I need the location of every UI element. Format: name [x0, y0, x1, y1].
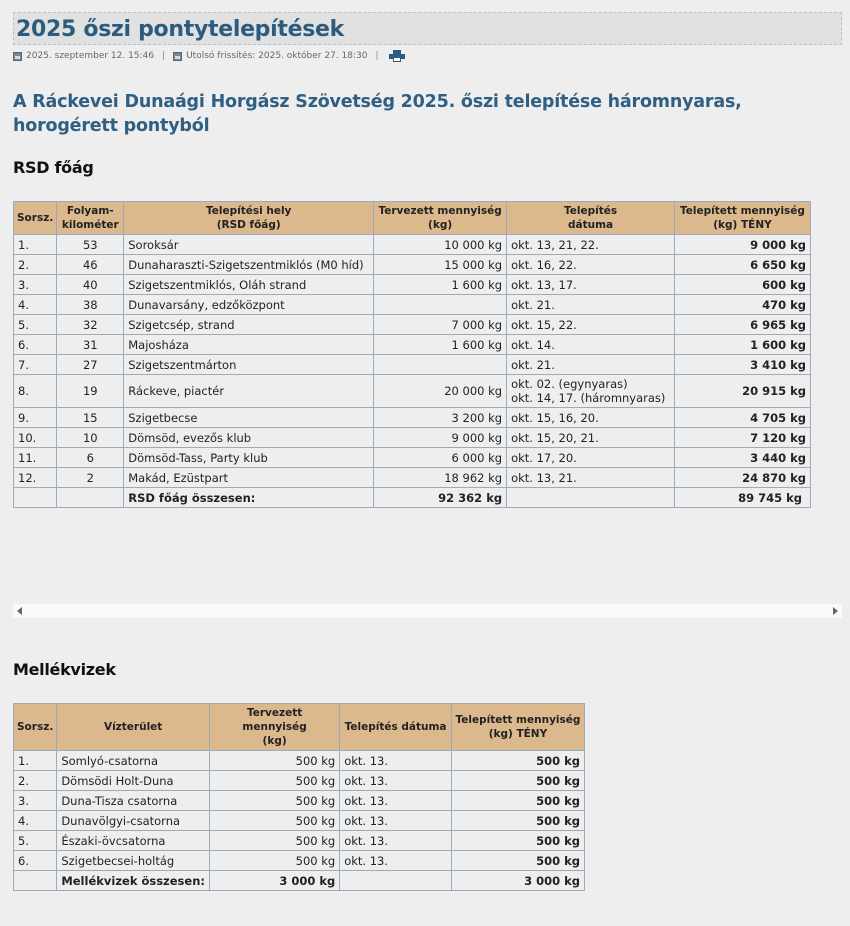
- cell-no: 10.: [14, 428, 57, 448]
- table-row: [14, 751, 585, 771]
- column-header: Telepített mennyiség (kg) TÉNY: [451, 704, 584, 751]
- total-planned: 92 362 kg: [374, 488, 507, 508]
- article-meta: [13, 50, 405, 62]
- table-header-row: [14, 202, 811, 235]
- meta-separator: |: [162, 51, 166, 61]
- cell-empty: [340, 871, 452, 891]
- cell-water: Duna-Tisza csatorna: [57, 791, 210, 811]
- cell-no: 6.: [14, 851, 57, 871]
- cell-km: 40: [57, 275, 124, 295]
- cell-planned: 500 kg: [209, 851, 339, 871]
- cell-no: 8.: [14, 375, 57, 408]
- cell-actual: 500 kg: [451, 851, 584, 871]
- cell-no: 2.: [14, 771, 57, 791]
- cell-no: 4.: [14, 811, 57, 831]
- cell-planned: 500 kg: [209, 791, 339, 811]
- column-header: Sorsz.: [14, 202, 57, 235]
- cell-place: Szigetszentmárton: [124, 355, 374, 375]
- cell-empty: [507, 488, 675, 508]
- table-row: [14, 791, 585, 811]
- meta-separator: |: [375, 51, 379, 61]
- column-header: Folyam- kilométer: [57, 202, 124, 235]
- table-row: [14, 468, 811, 488]
- table-row: [14, 428, 811, 448]
- cell-actual: 1 600 kg: [674, 335, 810, 355]
- cell-no: 11.: [14, 448, 57, 468]
- cell-date: okt. 13.: [340, 851, 452, 871]
- cell-place: Soroksár: [124, 235, 374, 255]
- cell-date: okt. 13.: [340, 791, 452, 811]
- cell-planned: [374, 355, 507, 375]
- total-label: Mellékvizek összesen:: [57, 871, 210, 891]
- cell-planned: 18 962 kg: [374, 468, 507, 488]
- cell-actual: 3 410 kg: [674, 355, 810, 375]
- cell-no: 4.: [14, 295, 57, 315]
- cell-km: 15: [57, 408, 124, 428]
- page-title-box: [13, 12, 842, 45]
- table-row: [14, 811, 585, 831]
- cell-date: okt. 15, 16, 20.: [507, 408, 675, 428]
- cell-actual: 6 650 kg: [674, 255, 810, 275]
- cell-date: okt. 13.: [340, 831, 452, 851]
- column-header: Tervezett mennyiség (kg): [374, 202, 507, 235]
- printer-icon[interactable]: [389, 50, 405, 62]
- cell-place: Szigetcsép, strand: [124, 315, 374, 335]
- cell-km: 27: [57, 355, 124, 375]
- cell-km: 38: [57, 295, 124, 315]
- cell-date: okt. 13, 21, 22.: [507, 235, 675, 255]
- table-row: [14, 831, 585, 851]
- table-row: [14, 448, 811, 468]
- cell-planned: 1 600 kg: [374, 335, 507, 355]
- cell-km: 19: [57, 375, 124, 408]
- cell-date: okt. 21.: [507, 355, 675, 375]
- cell-actual: 500 kg: [451, 811, 584, 831]
- cell-no: 3.: [14, 275, 57, 295]
- cell-km: 46: [57, 255, 124, 275]
- cell-empty: [14, 871, 57, 891]
- cell-km: 10: [57, 428, 124, 448]
- cell-actual: 7 120 kg: [674, 428, 810, 448]
- cell-km: 53: [57, 235, 124, 255]
- cell-date: okt. 21.: [507, 295, 675, 315]
- table-row: [14, 235, 811, 255]
- cell-water: Dunavölgyi-csatorna: [57, 811, 210, 831]
- cell-no: 7.: [14, 355, 57, 375]
- table-row: [14, 295, 811, 315]
- cell-place: Dömsöd-Tass, Party klub: [124, 448, 374, 468]
- cell-planned: 7 000 kg: [374, 315, 507, 335]
- cell-place: Dunaharaszti-Szigetszentmiklós (M0 híd): [124, 255, 374, 275]
- cell-actual: 24 870 kg: [674, 468, 810, 488]
- table-total-row: [14, 488, 811, 508]
- cell-actual: 9 000 kg: [674, 235, 810, 255]
- cell-planned: 15 000 kg: [374, 255, 507, 275]
- cell-actual: 500 kg: [451, 751, 584, 771]
- page-title: 2025 őszi pontytelepítések: [16, 17, 344, 42]
- table-row: [14, 408, 811, 428]
- cell-planned: [374, 295, 507, 315]
- column-header: Telepítési hely (RSD főág): [124, 202, 374, 235]
- horizontal-scrollbar[interactable]: [13, 604, 842, 618]
- cell-date: okt. 15, 22.: [507, 315, 675, 335]
- cell-place: Szigetszentmiklós, Oláh strand: [124, 275, 374, 295]
- table-row: [14, 355, 811, 375]
- table-header-row: [14, 704, 585, 751]
- cell-date: okt. 02. (egynyaras) okt. 14, 17. (háromnyaras): [507, 375, 675, 408]
- cell-place: Dömsöd, evezős klub: [124, 428, 374, 448]
- side-waters-table: [13, 703, 585, 891]
- table-row: [14, 375, 811, 408]
- main-stocking-table: [13, 201, 811, 508]
- cell-no: 2.: [14, 255, 57, 275]
- table-row: [14, 851, 585, 871]
- cell-actual: 470 kg: [674, 295, 810, 315]
- cell-water: Szigetbecsei-holtág: [57, 851, 210, 871]
- section-heading-side: Mellékvizek: [13, 660, 116, 679]
- column-header: Tervezett mennyiség (kg): [209, 704, 339, 751]
- cell-date: okt. 16, 22.: [507, 255, 675, 275]
- cell-km: 6: [57, 448, 124, 468]
- cell-place: Makád, Ezüstpart: [124, 468, 374, 488]
- cell-actual: 3 440 kg: [674, 448, 810, 468]
- calendar-icon: [13, 52, 22, 61]
- table-row: [14, 315, 811, 335]
- cell-km: 2: [57, 468, 124, 488]
- calendar-icon: [173, 52, 182, 61]
- column-header: Telepítés dátuma: [340, 704, 452, 751]
- created-date: 2025. szeptember 12. 15:46: [26, 51, 155, 61]
- cell-planned: 500 kg: [209, 751, 339, 771]
- table-row: [14, 771, 585, 791]
- cell-no: 12.: [14, 468, 57, 488]
- cell-water: Északi-övcsatorna: [57, 831, 210, 851]
- cell-no: 9.: [14, 408, 57, 428]
- cell-planned: 6 000 kg: [374, 448, 507, 468]
- cell-no: 1.: [14, 235, 57, 255]
- cell-no: 5.: [14, 831, 57, 851]
- cell-actual: 600 kg: [674, 275, 810, 295]
- cell-actual: 20 915 kg: [674, 375, 810, 408]
- cell-planned: 1 600 kg: [374, 275, 507, 295]
- cell-place: Dunavarsány, edzőközpont: [124, 295, 374, 315]
- arrow-right-icon[interactable]: [833, 607, 838, 615]
- cell-planned: 500 kg: [209, 831, 339, 851]
- cell-place: Szigetbecse: [124, 408, 374, 428]
- column-header: Vízterület: [57, 704, 210, 751]
- table-total-row: [14, 871, 585, 891]
- column-header: Telepítés dátuma: [507, 202, 675, 235]
- cell-date: okt. 13, 17.: [507, 275, 675, 295]
- cell-actual: 500 kg: [451, 831, 584, 851]
- cell-km: 31: [57, 335, 124, 355]
- table-row: [14, 255, 811, 275]
- cell-planned: 9 000 kg: [374, 428, 507, 448]
- cell-no: 6.: [14, 335, 57, 355]
- cell-date: okt. 13, 21.: [507, 468, 675, 488]
- total-planned: 3 000 kg: [209, 871, 339, 891]
- cell-planned: 500 kg: [209, 771, 339, 791]
- cell-place: Majosháza: [124, 335, 374, 355]
- cell-planned: 10 000 kg: [374, 235, 507, 255]
- cell-planned: 20 000 kg: [374, 375, 507, 408]
- section-heading-main: RSD főág: [13, 158, 94, 177]
- cell-date: okt. 14.: [507, 335, 675, 355]
- article-subtitle: A Ráckevei Dunaági Horgász Szövetség 2025. őszi telepítése háromnyaras, horogérett pontyból: [13, 92, 742, 136]
- cell-no: 5.: [14, 315, 57, 335]
- column-header: Sorsz.: [14, 704, 57, 751]
- cell-water: Dömsödi Holt-Duna: [57, 771, 210, 791]
- arrow-left-icon[interactable]: [17, 607, 22, 615]
- cell-date: okt. 15, 20, 21.: [507, 428, 675, 448]
- total-actual: 3 000 kg: [451, 871, 584, 891]
- column-header: Telepített mennyiség (kg) TÉNY: [674, 202, 810, 235]
- cell-no: 1.: [14, 751, 57, 771]
- cell-km: 32: [57, 315, 124, 335]
- table-row: [14, 335, 811, 355]
- updated-date: Utolsó frissítés: 2025. október 27. 18:30: [186, 51, 368, 61]
- cell-no: 3.: [14, 791, 57, 811]
- cell-actual: 500 kg: [451, 771, 584, 791]
- cell-actual: 500 kg: [451, 791, 584, 811]
- cell-actual: 6 965 kg: [674, 315, 810, 335]
- cell-actual: 4 705 kg: [674, 408, 810, 428]
- cell-empty: [57, 488, 124, 508]
- cell-date: okt. 13.: [340, 751, 452, 771]
- cell-date: okt. 17, 20.: [507, 448, 675, 468]
- cell-planned: 500 kg: [209, 811, 339, 831]
- cell-date: okt. 13.: [340, 811, 452, 831]
- cell-water: Somlyó-csatorna: [57, 751, 210, 771]
- table-row: [14, 275, 811, 295]
- cell-empty: [14, 488, 57, 508]
- cell-date: okt. 13.: [340, 771, 452, 791]
- cell-place: Ráckeve, piactér: [124, 375, 374, 408]
- total-actual: 89 745 kg: [674, 488, 810, 508]
- total-label: RSD főág összesen:: [124, 488, 374, 508]
- cell-planned: 3 200 kg: [374, 408, 507, 428]
